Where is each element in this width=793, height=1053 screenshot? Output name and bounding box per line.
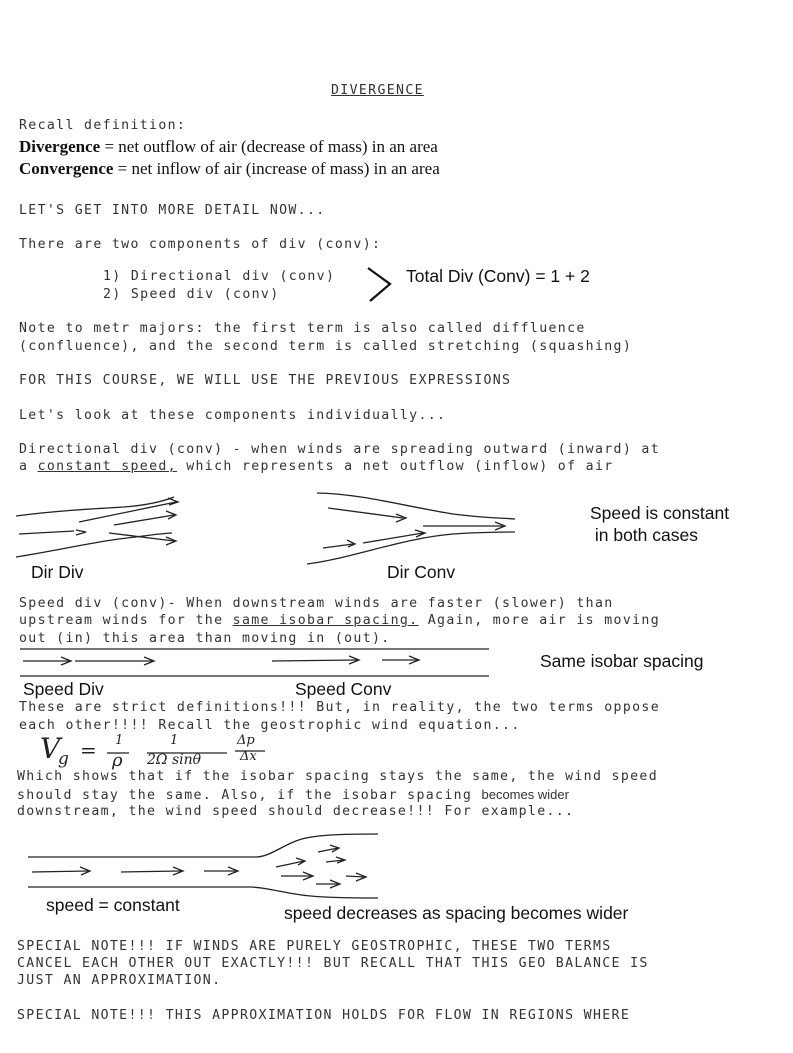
dir-div-sketch [14, 495, 184, 565]
dir-conv-sketch [303, 488, 523, 568]
special-note-1-line-1: SPECIAL NOTE!!! IF WINDS ARE PURELY GEOSTROPHIC, THESE TWO TERMS [17, 939, 612, 954]
dir-conv-label: Dir Conv [387, 562, 456, 582]
eq-one-b: 1 [170, 733, 179, 748]
speed-text-b: Again, more air is moving [418, 613, 660, 628]
note-line-2: (confluence), and the second term is called stretching (squashing) [19, 339, 633, 354]
eq-equals: = [80, 738, 97, 762]
divergence-text: = net outflow of air (decrease of mass) in an area [100, 137, 438, 156]
page-title: DIVERGENCE [331, 83, 424, 98]
speed-div-label: Speed Div [23, 679, 104, 699]
convergence-text: = net inflow of air (increase of mass) in an area [113, 159, 440, 178]
note-line-1: Note to metr majors: the first term is also called diffluence [19, 321, 586, 336]
special-note-1-line-2: CANCEL EACH OTHER OUT EXACTLY!!! BUT RECALL THAT THIS GEO BALANCE IS [17, 956, 649, 971]
speed-constant-note-2: in both cases [590, 525, 698, 545]
eq-delta-x: Δx [240, 749, 257, 764]
directional-line-1: Directional div (conv) - when winds are spreading outward (inward) at [19, 442, 660, 457]
same-isobar-underlined: same isobar spacing. [232, 613, 419, 628]
divergence-term: Divergence [19, 137, 101, 156]
eq-denominator: 2Ω sinθ [147, 752, 202, 768]
special-note-1-line-3: JUST AN APPROXIMATION. [17, 973, 222, 988]
speed-decreases-label: speed decreases as spacing becomes wider [284, 903, 629, 923]
strict-line-1: These are strict definitions!!! But, in reality, the two terms oppose [19, 700, 660, 715]
divergence-definition [19, 137, 438, 157]
directional-text-b: which represents a net outflow (inflow) of air [176, 459, 614, 474]
special-note-2: SPECIAL NOTE!!! THIS APPROXIMATION HOLDS FOR FLOW IN REGIONS WHERE [17, 1008, 631, 1023]
shows-line-1: Which shows that if the isobar spacing stays the same, the wind speed [17, 769, 658, 784]
eq-delta-p: Δp [237, 733, 255, 748]
speed-constant-note-1: Speed is constant [590, 503, 730, 523]
component-2: 2) Speed div (conv) [103, 287, 280, 302]
speed-sketch [17, 645, 497, 681]
speed-line-3: out (in) this area than moving in (out). [19, 631, 391, 646]
speed-text-a: upstream winds for the [19, 613, 233, 628]
eq-one-a: 1 [115, 733, 124, 748]
brace-icon [366, 265, 396, 305]
eq-rho: ρ [112, 750, 123, 771]
directional-text-a: a [19, 459, 38, 474]
strict-line-2: each other!!!! Recall the geostrophic wind equation... [19, 718, 521, 733]
convergence-definition [19, 159, 440, 179]
course-line: FOR THIS COURSE, WE WILL USE THE PREVIOUS EXPRESSIONS [19, 373, 512, 388]
components-intro: There are two components of div (conv): [19, 237, 382, 252]
shows-line-3: downstream, the wind speed should decrease!!! For example... [17, 804, 575, 819]
shows-text-b: becomes wider [481, 787, 569, 802]
same-isobar-label: Same isobar spacing [540, 651, 704, 671]
widening-isobar-sketch [26, 832, 386, 902]
component-1: 1) Directional div (conv) [103, 269, 336, 284]
total-formula: Total Div (Conv) = 1 + 2 [406, 266, 590, 286]
speed-line-1: Speed div (conv)- When downstream winds are faster (slower) than [19, 596, 614, 611]
dir-div-label: Dir Div [31, 562, 84, 582]
directional-line-2 [19, 459, 614, 474]
shows-line-2 [17, 787, 569, 803]
constant-speed-underlined: constant speed, [37, 459, 177, 474]
eq-g: g [58, 749, 69, 769]
individually-line: Let's look at these components individually... [19, 408, 447, 423]
detail-line: LET'S GET INTO MORE DETAIL NOW... [19, 203, 326, 218]
speed-constant-label: speed = constant [46, 895, 180, 915]
convergence-term: Convergence [19, 159, 114, 178]
shows-text-a: should stay the same. Also, if the isobar spacing [17, 788, 482, 803]
eq-v: V [40, 732, 61, 765]
recall-line: Recall definition: [19, 118, 187, 133]
speed-line-2 [19, 613, 660, 628]
speed-conv-label: Speed Conv [295, 679, 392, 699]
